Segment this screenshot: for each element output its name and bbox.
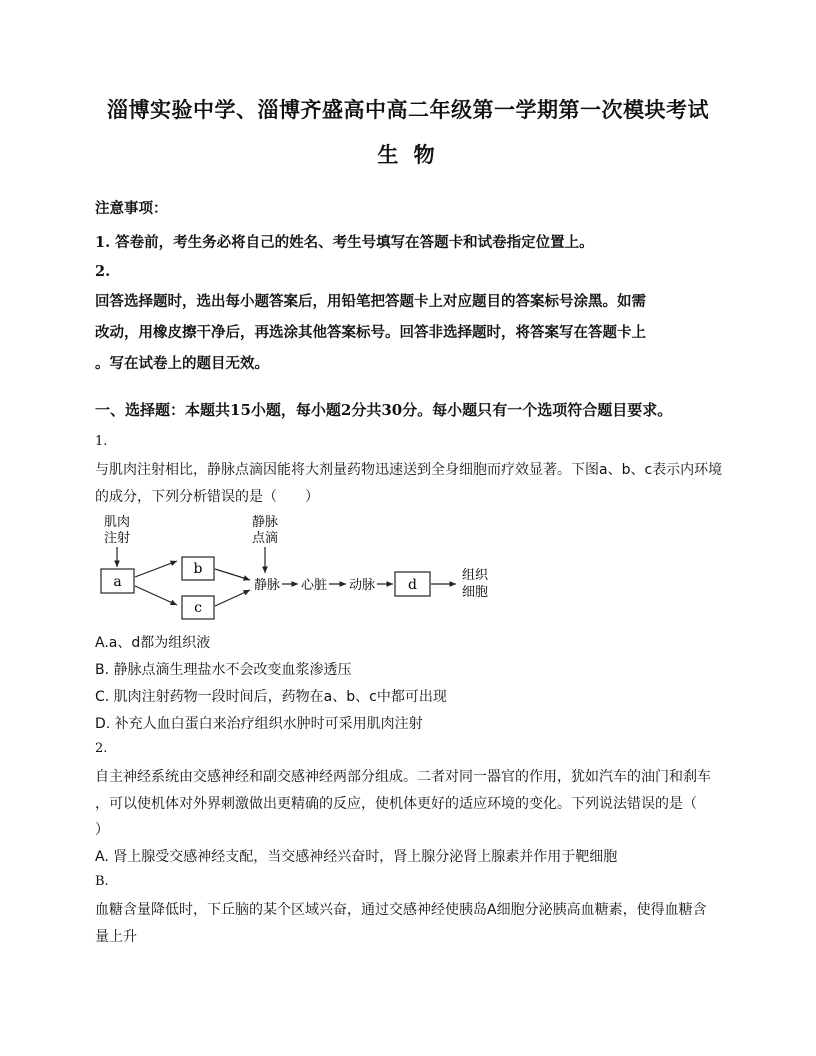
label-iv-drip-2: 点滴 (251, 531, 279, 546)
arrow-c-to-vein (215, 590, 250, 606)
question-2-stem-line-1: 自主神经系统由交感神经和副交感神经两部分组成。二者对同一器官的作用，犹如汽车的油门和刹车 (95, 769, 711, 785)
question-1-stem-line-2: 的成分，下列分析错误的是（ ） (95, 489, 319, 505)
box-c-label: c (194, 600, 202, 616)
question-1-number: 1. (95, 434, 108, 449)
notice-heading: 注意事项： (95, 200, 168, 217)
arrow-a-to-c (135, 586, 177, 605)
box-d-label: d (408, 577, 417, 593)
question-2-option-b-line-2: 量上升 (95, 929, 137, 945)
label-artery: 动脉 (348, 578, 376, 593)
label-heart: 心脏 (300, 578, 328, 593)
question-2-option-b-label: B. (95, 874, 109, 889)
question-1-stem-line-1: 与肌肉注射相比，静脉点滴因能将大剂量药物迅速送到全身细胞而疗效显著。下图a、b、c表示内环境 (95, 462, 723, 478)
notice-item-2-line-2: 改动，用橡皮擦干净后，再选涂其他答案标号。回答非选择题时，将答案写在答题卡上 (95, 324, 646, 341)
arrow-b-to-vein (215, 569, 250, 580)
label-tissue-cells-1: 组织 (461, 568, 489, 583)
question-2-stem-line-2: ，可以使机体对外界刺激做出更精确的反应，使机体更好的适应环境的变化。下列说法错误的是（ (95, 796, 697, 812)
notice-item-2-line-3: 。写在试卷上的题目无效。 (95, 355, 269, 372)
label-iv-drip-1: 静脉 (251, 515, 279, 530)
exam-subject: 生 物 (377, 142, 439, 167)
question-1-option-d: D. 补充人血白蛋白来治疗组织水肿时可采用肌肉注射 (95, 716, 423, 732)
label-muscle-injection-2: 注射 (103, 531, 131, 546)
arrow-a-to-b (135, 561, 177, 577)
question-1-option-a: A.a、d都为组织液 (95, 635, 211, 651)
label-tissue-cells-2: 细胞 (461, 585, 489, 600)
notice-item-2-number: 2. (95, 263, 111, 280)
notice-item-1: 1. 答卷前，考生务必将自己的姓名、考生号填写在答题卡和试卷指定位置上。 (95, 234, 594, 251)
box-a-label: a (113, 574, 122, 590)
question-2-stem-line-3: ） (95, 822, 109, 838)
label-muscle-injection-1: 肌肉 (103, 515, 131, 530)
question-1-diagram (95, 510, 505, 625)
question-2-number: 2. (95, 741, 108, 756)
label-vein: 静脉 (253, 578, 281, 593)
question-2-option-b-line-1: 血糖含量降低时，下丘脑的某个区域兴奋，通过交感神经使胰岛A细胞分泌胰高血糖素，使得血糖含 (95, 902, 707, 918)
question-1-option-b: B. 静脉点滴生理盐水不会改变血浆渗透压 (95, 662, 352, 678)
box-b-label: b (193, 561, 203, 577)
notice-item-2-line-1: 回答选择题时，选出每小题答案后，用铅笔把答题卡上对应题目的答案标号涂黑。如需 (95, 293, 646, 310)
question-2-option-a: A. 肾上腺受交感神经支配，当交感神经兴奋时，肾上腺分泌肾上腺素并作用于靶细胞 (95, 849, 618, 865)
section-1-heading: 一、选择题：本题共15小题，每小题2分共30分。每小题只有一个选项符合题目要求。 (95, 401, 673, 419)
exam-title: 淄博实验中学、淄博齐盛高中高二年级第一学期第一次模块考试 (107, 97, 709, 122)
question-1-option-c: C. 肌肉注射药物一段时间后，药物在a、b、c中都可出现 (95, 689, 447, 705)
